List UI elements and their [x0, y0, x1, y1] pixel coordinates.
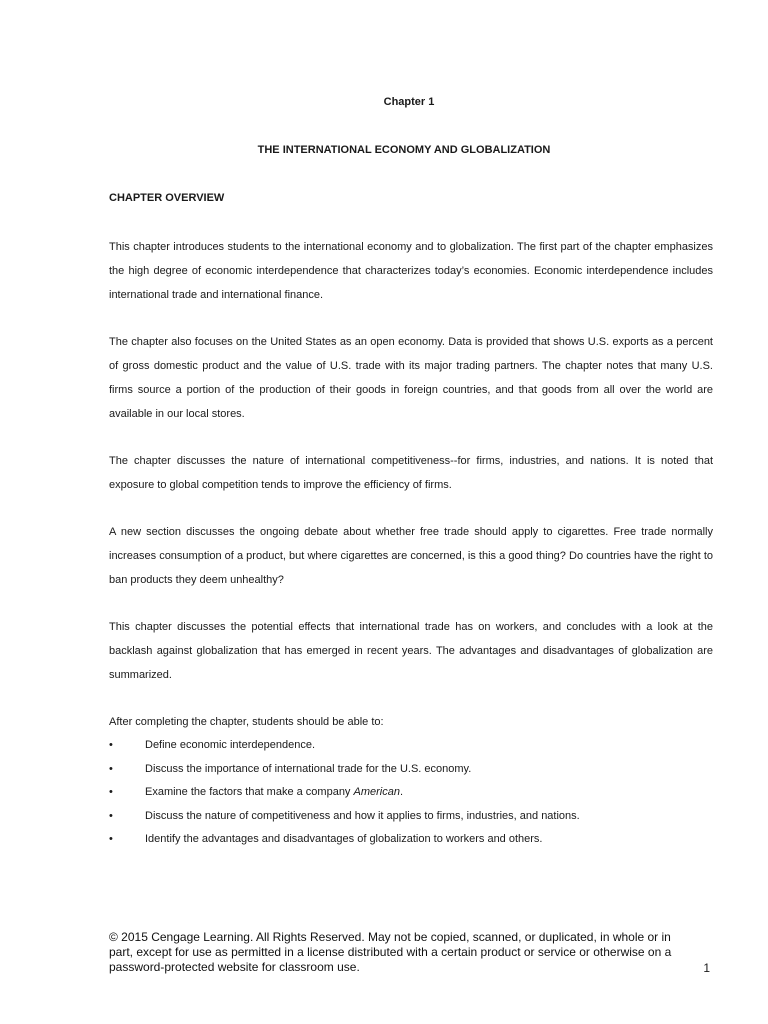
objective-emphasis: American [353, 786, 400, 798]
overview-body [109, 235, 713, 852]
overview-paragraph: This chapter introduces students to the international economy and to globalization. The first part of the chapter emphasizes the high degree of economic interdependence that characterizes today’s economies. Economic interdependence includes international trade and international finance. [109, 241, 713, 301]
objective-text: Examine the factors that make a company [145, 786, 354, 798]
objective-item [109, 805, 713, 829]
chapter-title: THE INTERNATIONAL ECONOMY AND GLOBALIZATION [257, 144, 551, 156]
copyright-line: © 2015 Cengage Learning. All Rights Reserved. May not be copied, scanned, or duplicated, in whole or in [109, 930, 671, 944]
overview-paragraph: This chapter discusses the potential effects that international trade has on workers, and concludes with a look at the backlash against globalization that has emerged in recent years. The advantages and disadvantages of globalization are summarized. [109, 621, 713, 681]
overview-paragraph: The chapter discusses the nature of international competitiveness--for firms, industries, and nations. It is noted that exposure to global competition tends to improve the efficiency of firms. [109, 455, 713, 491]
bullet-icon: • [109, 762, 113, 775]
page-number: 1 [703, 961, 710, 975]
objective-text: Define economic interdependence. [145, 739, 316, 751]
bullet-icon: • [109, 833, 113, 845]
objective-item [109, 734, 713, 758]
objective-item [109, 828, 713, 852]
chapter-number: Chapter 1 [383, 96, 435, 108]
objectives-intro: After completing the chapter, students should be able to: [109, 716, 384, 728]
objective-text-end: . [399, 786, 404, 798]
objective-item [109, 758, 713, 782]
overview-paragraph: A new section discusses the ongoing debate about whether free trade should apply to cigarettes. Free trade normally increases consumption of a product, but where cigarettes are concerned, is this a good thing? Do countries have the right to ban products they deem unhealthy? [109, 526, 713, 586]
objective-text: Discuss the nature of competitiveness and how it applies to firms, industries, and nations. [145, 809, 580, 822]
bullet-icon: • [109, 739, 113, 751]
copyright-line: part, except for use as permitted in a license distributed with a certain product or service or otherwise on a [109, 945, 672, 959]
copyright-line: password-protected website for classroom use. [109, 960, 360, 974]
objective-item [109, 781, 713, 805]
objective-text: Identify the advantages and disadvantages of globalization to workers and others. [145, 833, 543, 845]
bullet-icon: • [109, 809, 113, 822]
bullet-icon: • [109, 786, 113, 798]
objectives-list [109, 734, 713, 852]
overview-paragraph: The chapter also focuses on the United States as an open economy. Data is provided that shows U.S. exports as a percent of gross domestic product and the value of U.S. trade with its major trading partners. The chapter notes that many U.S. firms source a portion of the production of their goods in foreign countries, and that goods from all over the world are available in our local stores. [109, 336, 713, 420]
copyright-footer [109, 930, 713, 975]
section-heading: CHAPTER OVERVIEW [109, 192, 225, 204]
objective-text: Discuss the importance of international trade for the U.S. economy. [145, 762, 472, 775]
